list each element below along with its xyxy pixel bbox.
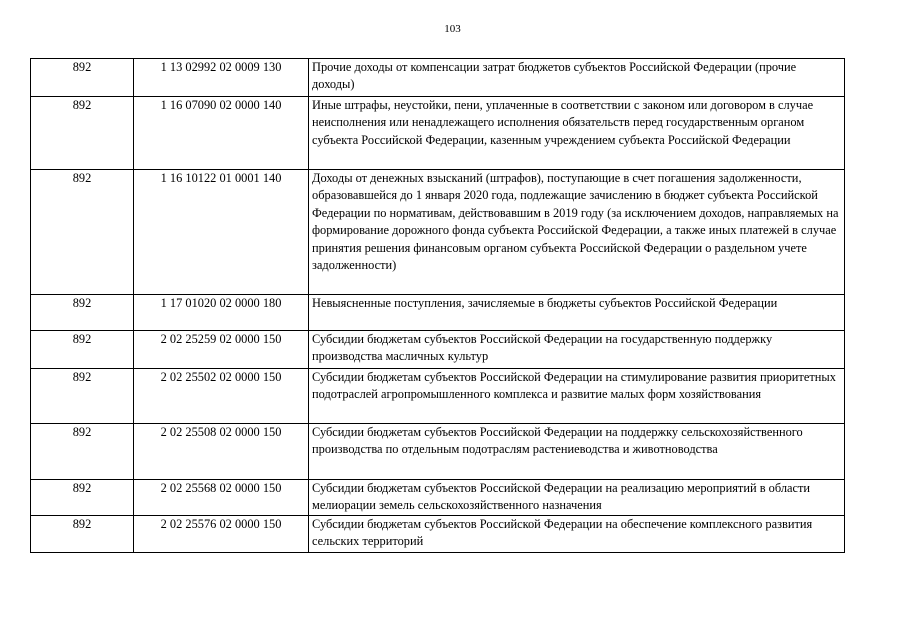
admin-code-cell: 892 bbox=[31, 424, 134, 480]
budget-code-cell: 2 02 25576 02 0000 150 bbox=[134, 516, 309, 553]
table-row bbox=[31, 331, 845, 369]
revenue-codes-table bbox=[30, 58, 845, 553]
table-row bbox=[31, 59, 845, 97]
budget-code-cell: 1 13 02992 02 0009 130 bbox=[134, 59, 309, 97]
table-row bbox=[31, 295, 845, 331]
revenue-name-cell: Доходы от денежных взысканий (штрафов), поступающие в счет погашения задолженности, образовавшейся до 1 января 2020 года, подлежащие зачислению в бюджет субъекта Российской Федерации по нормативам, действовавшим в 2019 году (за исключением доходов, направляемых на формирование дорожного фонда субъекта Российской Федерации, а также иных платежей в случае принятия решения финансовым органом субъекта Российской Федерации о раздельном учете задолженности) bbox=[309, 170, 845, 295]
admin-code-cell: 892 bbox=[31, 97, 134, 170]
admin-code-cell: 892 bbox=[31, 170, 134, 295]
revenue-name-cell: Невыясненные поступления, зачисляемые в бюджеты субъектов Российской Федерации bbox=[309, 295, 845, 331]
revenue-name-cell: Субсидии бюджетам субъектов Российской Федерации на обеспечение комплексного развития сельских территорий bbox=[309, 516, 845, 553]
budget-code-cell: 2 02 25508 02 0000 150 bbox=[134, 424, 309, 480]
revenue-name-cell: Субсидии бюджетам субъектов Российской Федерации на реализацию мероприятий в области мелиорации земель сельскохозяйственного назначения bbox=[309, 480, 845, 516]
budget-code-cell: 1 16 07090 02 0000 140 bbox=[134, 97, 309, 170]
table-row bbox=[31, 97, 845, 170]
admin-code-cell: 892 bbox=[31, 516, 134, 553]
table-row bbox=[31, 424, 845, 480]
table-row bbox=[31, 516, 845, 553]
admin-code-cell: 892 bbox=[31, 369, 134, 424]
table-row bbox=[31, 480, 845, 516]
budget-code-cell: 1 17 01020 02 0000 180 bbox=[134, 295, 309, 331]
admin-code-cell: 892 bbox=[31, 480, 134, 516]
revenue-name-cell: Субсидии бюджетам субъектов Российской Федерации на поддержку сельскохозяйственного производства по отдельным подотраслям растениеводства и животноводства bbox=[309, 424, 845, 480]
admin-code-cell: 892 bbox=[31, 59, 134, 97]
revenue-name-cell: Субсидии бюджетам субъектов Российской Федерации на государственную поддержку производства масличных культур bbox=[309, 331, 845, 369]
budget-code-cell: 2 02 25502 02 0000 150 bbox=[134, 369, 309, 424]
budget-code-cell: 2 02 25259 02 0000 150 bbox=[134, 331, 309, 369]
table-row bbox=[31, 369, 845, 424]
table-row bbox=[31, 170, 845, 295]
budget-code-cell: 2 02 25568 02 0000 150 bbox=[134, 480, 309, 516]
admin-code-cell: 892 bbox=[31, 295, 134, 331]
revenue-name-cell: Иные штрафы, неустойки, пени, уплаченные в соответствии с законом или договором в случае неисполнения или ненадлежащего исполнения обязательств перед государственным органом субъекта Российской Федерации, казенным учреждением субъекта Российской Федерации bbox=[309, 97, 845, 170]
budget-code-cell: 1 16 10122 01 0001 140 bbox=[134, 170, 309, 295]
page-number: 103 bbox=[444, 23, 461, 35]
revenue-name-cell: Субсидии бюджетам субъектов Российской Федерации на стимулирование развития приоритетных подотраслей агропромышленного комплекса и развитие малых форм хозяйствования bbox=[309, 369, 845, 424]
admin-code-cell: 892 bbox=[31, 331, 134, 369]
revenue-name-cell: Прочие доходы от компенсации затрат бюджетов субъектов Российской Федерации (прочие доходы) bbox=[309, 59, 845, 97]
